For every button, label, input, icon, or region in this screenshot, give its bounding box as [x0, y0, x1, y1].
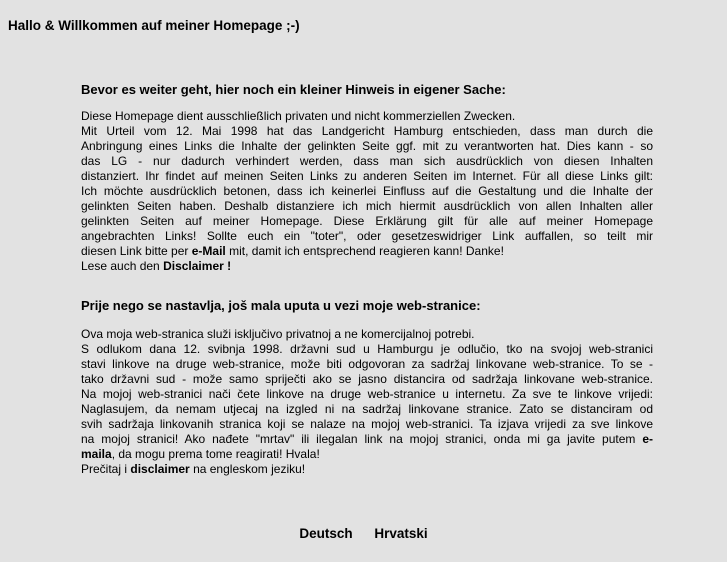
text-line — [81, 199, 653, 214]
croatian-paragraph — [81, 327, 653, 477]
text-run: Prečitaj i — [81, 462, 131, 476]
text-line — [81, 169, 653, 184]
text-run: tako državni sud - može samo spriječti ako se jasno distancira od sadržaja linkovane web-stranice. — [81, 372, 653, 386]
text-line — [81, 432, 653, 447]
page-title: Hallo & Willkommen auf meiner Homepage ;-) — [8, 18, 300, 33]
text-run: Diese Homepage dient ausschließlich privaten und nicht kommerziellen Zwecken. — [81, 109, 516, 123]
language-nav — [0, 525, 727, 542]
text-run: mit, damit ich entsprechend reagieren kann! Danke! — [225, 244, 504, 258]
text-line — [81, 357, 653, 372]
text-line — [81, 327, 653, 342]
text-run: Mit Urteil vom 12. Mai 1998 hat das Landgericht Hamburg entschieden, dass man durch die — [81, 124, 653, 138]
text-line — [81, 109, 653, 124]
text-run: angebrachten Links! Sollte euch ein "toter", oder gesetzeswidriger Link auffallen, so teilt mir — [81, 229, 653, 243]
text-line — [81, 447, 653, 462]
text-line — [81, 154, 653, 169]
text-run: das LG - nur dadurch verhindert werden, dass man sich ausdrücklich von diesen Inhalten — [81, 154, 653, 168]
text-line — [81, 184, 653, 199]
text-run: gelinkten Seiten auf meiner Homepage. Diese Erklärung gilt für alle auf meiner Homepage — [81, 214, 653, 228]
text-line — [81, 259, 653, 274]
text-line — [81, 124, 653, 139]
text-line — [81, 372, 653, 387]
text-line — [81, 139, 653, 154]
text-run: Ich möchte ausdrücklich betonen, dass ich keinerlei Einfluss auf die Gestaltung und die Inhalte der — [81, 184, 653, 198]
german-section-heading: Bevor es weiter geht, hier noch ein kleiner Hinweis in eigener Sache: — [81, 82, 506, 97]
text-line — [81, 462, 653, 477]
text-line — [81, 229, 653, 244]
disclaimer-link-hr[interactable]: disclaimer — [130, 462, 190, 476]
email-link-de[interactable]: e-Mail — [191, 244, 226, 258]
german-paragraph — [81, 109, 653, 274]
disclaimer-link-de[interactable]: Disclaimer ! — [163, 259, 232, 273]
croatian-section-heading: Prije nego se nastavlja, još mala uputa u vezi moje web-stranice: — [81, 298, 481, 313]
text-run: Anbringung eines Links die Inhalte der gelinkten Seite ggf. mit zu verantworten hat. Dies kann - so — [81, 139, 653, 153]
text-line — [81, 244, 653, 259]
text-run: Ova moja web-stranica služi isključivo privatnoj a ne komercijalnoj potrebi. — [81, 327, 475, 341]
text-run: stavi linkove na druge web-stranice, može biti odgovoran za sadržaj linkovane web-stranice. To se - — [81, 357, 653, 371]
main-content — [81, 82, 653, 477]
text-run: Lese auch den — [81, 259, 164, 273]
language-link-hrvatski[interactable]: Hrvatski — [374, 526, 428, 541]
text-run: gelinkten Seiten haben. Deshalb distanziere ich mich hiermit ausdrücklich von allen Inhalten aller — [81, 199, 653, 213]
text-line — [81, 402, 653, 417]
text-line — [81, 342, 653, 357]
text-run: na mojoj stranici! Ako nađete "mrtav" ili ilegalan link na mojoj stranici, onda mi ga javite putem — [81, 432, 643, 446]
text-run: Naglasujem, da nemam utjecaj na izgled ni na sadržaj linkovane stranice. Zato se distanciram od — [81, 402, 653, 416]
text-run: Na mojoj web-stranici nači čete linkove na druge web-stranice u internetu. Za sve te linkove vrijedi: — [81, 387, 653, 401]
language-link-deutsch[interactable]: Deutsch — [299, 526, 353, 541]
email-link-hr[interactable]: e- — [642, 432, 653, 446]
text-run: , da mogu prema tome reagirati! Hvala! — [111, 447, 320, 461]
text-run: diesen Link bitte per — [81, 244, 192, 258]
text-line — [81, 214, 653, 229]
text-line — [81, 417, 653, 432]
text-run: S odlukom dana 12. svibnja 1998. državni sud u Hamburgu je odlučio, tko na svojoj web-stranici — [81, 342, 653, 356]
text-run: distanziert. Ihr findet auf meinen Seiten Links zu anderen Seiten im Internet. Für all diese Links gilt: — [81, 169, 653, 183]
email-link-hr[interactable]: maila — [81, 447, 112, 461]
text-run: na engleskom jeziku! — [189, 462, 306, 476]
text-line — [81, 387, 653, 402]
text-run: svih sadržaja linkovanih stranica koji se nalaze na mojoj web-stranici. Ta izjava vrijedi za sve linkove — [81, 417, 653, 431]
homepage-disclaimer-page — [0, 17, 727, 562]
